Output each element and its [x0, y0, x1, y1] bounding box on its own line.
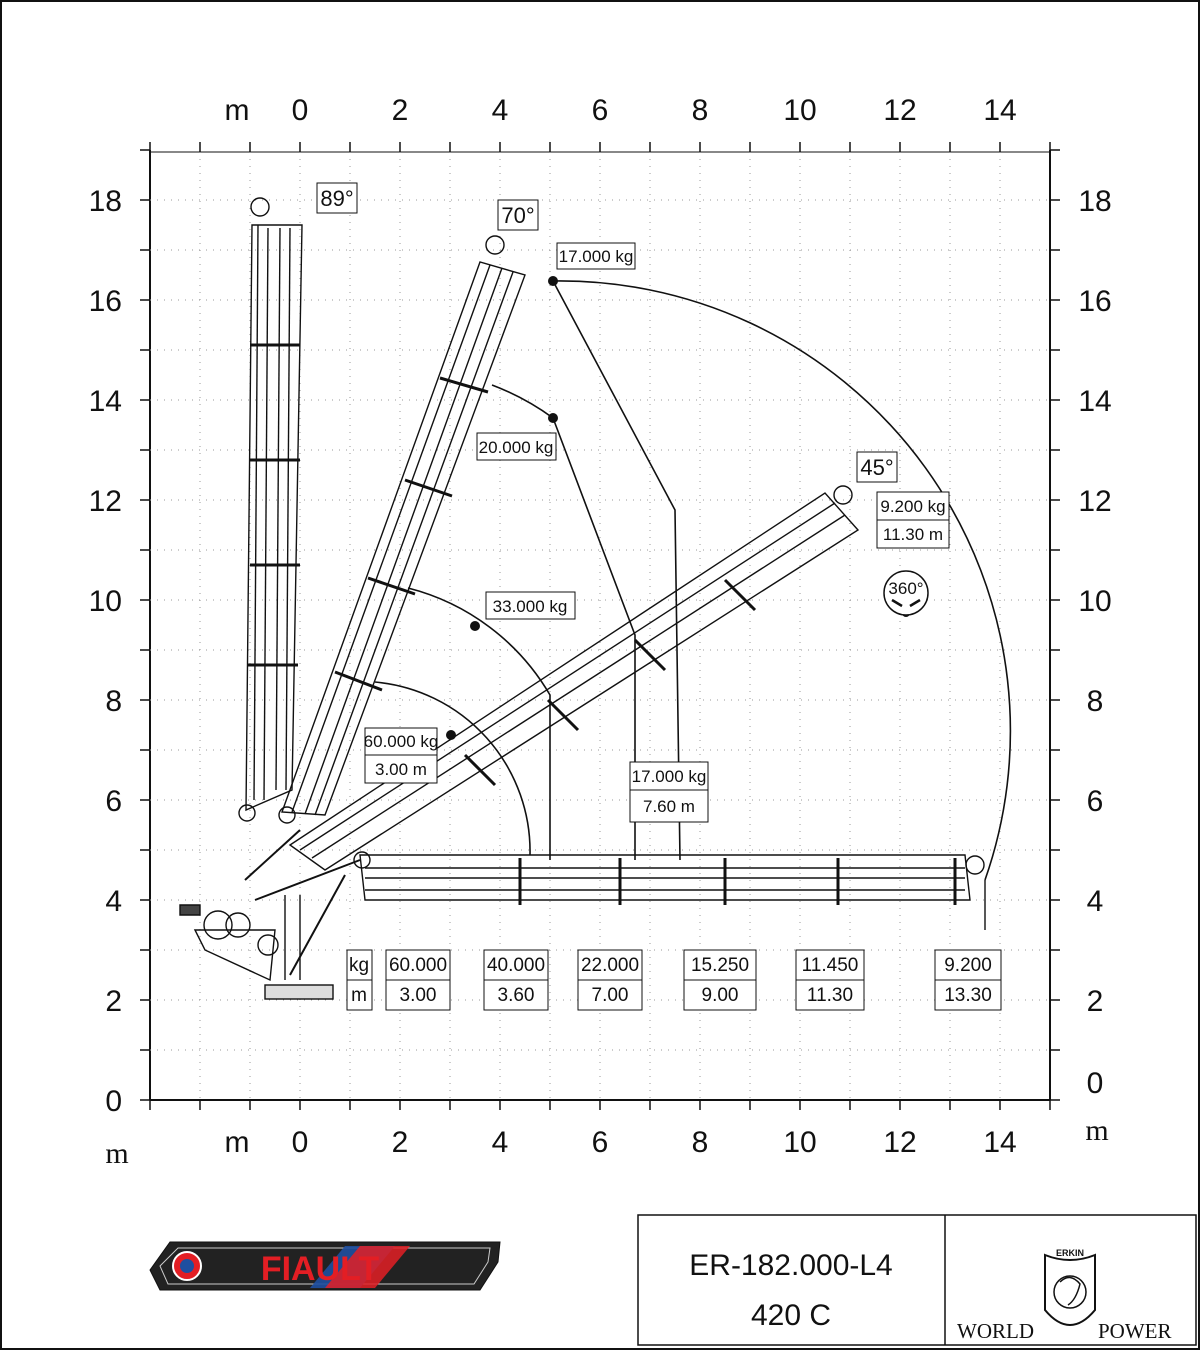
x-tick-top-12: 12: [883, 94, 917, 127]
label-17000-kg: 17.000 kg: [631, 767, 707, 786]
y-tick-right-18: 18: [1078, 185, 1112, 218]
x-tick-bottom-2: 2: [391, 1126, 409, 1159]
y-tick-left-14: 14: [88, 385, 122, 418]
table-column: [386, 950, 450, 1010]
y-unit-left: m: [105, 1137, 129, 1170]
label-33000: 33.000 kg: [492, 597, 568, 616]
angle-70-label: 70°: [501, 203, 535, 228]
y-tick-left-6: 6: [105, 785, 122, 818]
table-m-value: 3.00: [399, 985, 437, 1006]
y-tick-left-0: 0: [105, 1085, 122, 1118]
x-axis-top-labels: [292, 94, 1017, 127]
table-column: [578, 950, 642, 1010]
brand-name: FIAULT: [260, 1250, 380, 1288]
power-label: POWER: [1098, 1319, 1172, 1343]
table-m-value: 9.00: [701, 985, 739, 1006]
table-kg-value: 60.000: [388, 955, 448, 976]
table-column: [684, 950, 756, 1010]
table-kg-value: 15.250: [690, 955, 750, 976]
y-tick-left-4: 4: [105, 885, 122, 918]
x-tick-top-2: 2: [391, 94, 409, 127]
model-code: ER-182.000-L4: [689, 1249, 893, 1282]
rotation-360-badge: [884, 571, 928, 615]
y-tick-left-8: 8: [105, 685, 122, 718]
x-tick-top-10: 10: [783, 94, 817, 127]
angle-89-label: 89°: [320, 186, 354, 211]
y-tick-left-10: 10: [88, 585, 122, 618]
table-m-value: 11.30: [806, 985, 854, 1006]
boom-0: [354, 852, 985, 930]
y-unit-right: m: [1085, 1114, 1109, 1147]
y-tick-right-12: 12: [1078, 485, 1112, 518]
y-tick-right-10: 10: [1078, 585, 1112, 618]
table-kg-label: kg: [348, 955, 370, 976]
load-table: [347, 950, 1001, 1010]
y-tick-left-2: 2: [105, 985, 122, 1018]
model-variant: 420 C: [750, 1299, 832, 1332]
table-m-value: 13.30: [944, 985, 992, 1006]
table-kg-value: 11.450: [801, 955, 859, 976]
y-tick-left-12: 12: [88, 485, 122, 518]
x-tick-top-4: 4: [491, 94, 509, 127]
y-tick-right-0: 0: [1086, 1067, 1104, 1100]
table-m-value: 3.60: [497, 985, 535, 1006]
label-17000-top: 17.000 kg: [558, 247, 634, 266]
x-tick-bottom-14: 14: [983, 1126, 1017, 1159]
table-kg-value: 9.200: [944, 955, 992, 976]
y-axis-left-labels: [89, 185, 122, 1118]
table-kg-value: 40.000: [486, 955, 546, 976]
x-tick-top-0: 0: [291, 94, 309, 127]
curve-outer: [553, 281, 1010, 880]
x-tick-bottom-12: 12: [883, 1126, 917, 1159]
x-tick-top-14: 14: [983, 94, 1017, 127]
x-tick-bottom-6: 6: [591, 1126, 609, 1159]
erkin-wordmark: ERKIN: [1055, 1248, 1085, 1258]
label-9200-kg: 9.200 kg: [880, 497, 946, 516]
x-unit-bottom: m: [224, 1126, 250, 1159]
angle-labels: [317, 183, 897, 482]
y-tick-left-18: 18: [88, 185, 122, 218]
table-kg-value: 22.000: [580, 955, 640, 976]
table-m-value: 7.00: [591, 985, 629, 1006]
angle-45-label: 45°: [860, 455, 894, 480]
world-label: WORLD: [957, 1319, 1034, 1343]
x-unit-top: m: [224, 94, 250, 127]
y-tick-left-16: 16: [88, 285, 122, 318]
footer: [150, 1215, 1196, 1345]
y-tick-right-6: 6: [1086, 785, 1104, 818]
x-tick-bottom-0: 0: [291, 1126, 309, 1159]
y-tick-right-8: 8: [1086, 685, 1104, 718]
label-20000: 20.000 kg: [478, 438, 554, 457]
y-tick-right-14: 14: [1078, 385, 1112, 418]
crane-drawing: [180, 198, 985, 999]
label-60000-m: 3.00 m: [375, 760, 427, 779]
x-axis-bottom-labels: [292, 1126, 1017, 1159]
y-tick-right-16: 16: [1078, 285, 1112, 318]
y-tick-right-4: 4: [1086, 885, 1104, 918]
label-17000-m: 7.60 m: [643, 797, 695, 816]
erkin-logo: [1045, 1248, 1095, 1325]
x-tick-bottom-8: 8: [691, 1126, 709, 1159]
table-column: [935, 950, 1001, 1010]
table-column: [484, 950, 548, 1010]
y-axis-right-labels: [1078, 185, 1111, 1100]
x-tick-bottom-10: 10: [783, 1126, 817, 1159]
x-tick-top-8: 8: [691, 94, 709, 127]
table-m-label: m: [351, 985, 367, 1006]
boom-89: [239, 198, 302, 821]
y-tick-right-2: 2: [1086, 985, 1104, 1018]
rotation-label: 360°: [888, 579, 924, 598]
label-9200-m: 11.30 m: [882, 525, 944, 544]
label-60000-kg: 60.000 kg: [363, 732, 439, 751]
fiault-logo: [150, 1242, 500, 1290]
x-tick-top-6: 6: [591, 94, 609, 127]
x-tick-bottom-4: 4: [491, 1126, 509, 1159]
table-column: [796, 950, 864, 1010]
